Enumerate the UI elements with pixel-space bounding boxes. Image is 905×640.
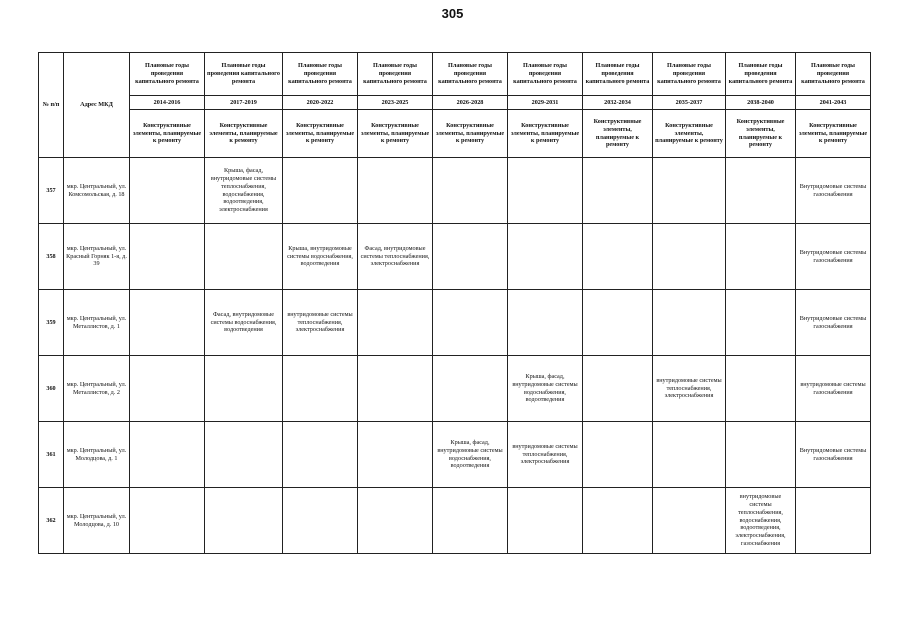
repair-cell: внутридомовые системы теплоснабжения, электроснабжения: [508, 422, 583, 488]
row-address: мкр. Центральный, ул. Комсомольская, д. 18: [64, 158, 130, 224]
repair-cell: [508, 158, 583, 224]
elements-header: Конструктивные элементы, планируемые к ремонту: [796, 110, 871, 158]
repair-cell: [358, 290, 433, 356]
repair-cell: [130, 158, 205, 224]
repair-cell: [583, 488, 653, 554]
repair-cell: [508, 224, 583, 290]
repair-cell: [283, 356, 358, 422]
period-header: Плановые годы проведения капитального ремонта: [726, 53, 796, 96]
repair-cell: [130, 488, 205, 554]
elements-header: Конструктивные элементы, планируемые к ремонту: [205, 110, 283, 158]
years-header: 2029-2031: [508, 96, 583, 110]
row-number: 358: [39, 224, 64, 290]
years-header: 2014-2016: [130, 96, 205, 110]
repair-cell: [433, 356, 508, 422]
elements-header: Конструктивные элементы, планируемые к ремонту: [130, 110, 205, 158]
row-address: мкр. Центральный, ул. Красный Горняк 1-я, д. 39: [64, 224, 130, 290]
repair-cell: [358, 422, 433, 488]
row-number: 357: [39, 158, 64, 224]
repair-cell: [130, 290, 205, 356]
repair-cell: [358, 158, 433, 224]
repair-cell: [130, 224, 205, 290]
page-number: 305: [441, 6, 464, 21]
repair-cell: [508, 488, 583, 554]
repair-cell: [283, 158, 358, 224]
period-header: Плановые годы проведения капитального ремонта: [205, 53, 283, 96]
repair-cell: [726, 290, 796, 356]
table-row: [39, 488, 871, 554]
period-header: Плановые годы проведения капитального ремонта: [433, 53, 508, 96]
table-row: [39, 422, 871, 488]
elements-header: Конструктивные элементы, планируемые к ремонту: [358, 110, 433, 158]
repair-cell: внутридомовые системы теплоснабжения, электроснабжения: [283, 290, 358, 356]
repair-cell: [205, 356, 283, 422]
years-header: 2038-2040: [726, 96, 796, 110]
repair-cell: [653, 224, 726, 290]
period-header: Плановые годы проведения капитального ремонта: [130, 53, 205, 96]
repair-cell: [726, 158, 796, 224]
repair-cell: [205, 224, 283, 290]
repair-cell: [653, 158, 726, 224]
repair-cell: Крыша, фасад, внутридомовые системы водоснабжения, водоотведения: [508, 356, 583, 422]
elements-header: Конструктивные элементы, планируемые к ремонту: [433, 110, 508, 158]
elements-header: Конструктивные элементы, планируемые к ремонту: [726, 110, 796, 158]
repair-cell: [653, 422, 726, 488]
repair-cell: Крыша, фасад, внутридомовые системы теплоснабжения, водоснабжения, водоотведения, электроснабжения: [205, 158, 283, 224]
repair-cell: [130, 356, 205, 422]
repair-cell: [583, 158, 653, 224]
repair-cell: Крыша, фасад, внутридомовые системы водоснабжения, водоотведения: [433, 422, 508, 488]
table-row: [39, 158, 871, 224]
repair-cell: [726, 422, 796, 488]
row-number: 360: [39, 356, 64, 422]
period-header: Плановые годы проведения капитального ремонта: [358, 53, 433, 96]
repair-cell: внутридомовые системы теплоснабжения, водоснабжения, водоотведения, электроснабжения, газоснабжения: [726, 488, 796, 554]
repair-cell: [726, 356, 796, 422]
repair-cell: [130, 422, 205, 488]
repair-cell: [358, 488, 433, 554]
years-header: 2017-2019: [205, 96, 283, 110]
row-number: 359: [39, 290, 64, 356]
repair-cell: [726, 224, 796, 290]
years-header: 2020-2022: [283, 96, 358, 110]
repair-cell: [433, 290, 508, 356]
elements-header: Конструктивные элементы, планируемые к ремонту: [583, 110, 653, 158]
repair-cell: [205, 422, 283, 488]
years-header: 2041-2043: [796, 96, 871, 110]
repair-cell: [508, 290, 583, 356]
years-header: 2023-2025: [358, 96, 433, 110]
repair-cell: Фасад, внутридомовые системы теплоснабжения, электроснабжения: [358, 224, 433, 290]
repair-cell: [283, 422, 358, 488]
table-row: [39, 224, 871, 290]
repair-cell: Внутридомовые системы газоснабжения: [796, 224, 871, 290]
years-header: 2032-2034: [583, 96, 653, 110]
address-header: Адрес МКД: [64, 53, 130, 158]
row-address: мкр. Центральный, ул. Молодцова, д. 10: [64, 488, 130, 554]
repair-cell: [583, 422, 653, 488]
row-address: мкр. Центральный, ул. Молодцова, д. 1: [64, 422, 130, 488]
repair-cell: Крыша, внутридомовые системы водоснабжения, водоотведения: [283, 224, 358, 290]
repair-cell: [205, 488, 283, 554]
repair-cell: [283, 488, 358, 554]
repair-cell: [583, 356, 653, 422]
repair-cell: Внутридомовые системы газоснабжения: [796, 422, 871, 488]
repair-cell: [433, 224, 508, 290]
period-header: Плановые годы проведения капитального ремонта: [283, 53, 358, 96]
row-number: 361: [39, 422, 64, 488]
repair-cell: Внутридомовые системы газоснабжения: [796, 290, 871, 356]
repair-cell: Фасад, внутридомовые системы водоснабжения, водоотведения: [205, 290, 283, 356]
elements-header: Конструктивные элементы, планируемые к ремонту: [283, 110, 358, 158]
repair-cell: [653, 290, 726, 356]
repair-cell: [796, 488, 871, 554]
table-row: [39, 290, 871, 356]
row-number: 362: [39, 488, 64, 554]
elements-header: Конструктивные элементы, планируемые к ремонту: [508, 110, 583, 158]
repair-cell: внутридомовые системы газоснабжения: [796, 356, 871, 422]
repair-cell: [583, 224, 653, 290]
repair-cell: [653, 488, 726, 554]
period-header: Плановые годы проведения капитального ремонта: [653, 53, 726, 96]
num-header: № п/п: [39, 53, 64, 158]
table-row: [39, 356, 871, 422]
repair-cell: [433, 158, 508, 224]
repair-cell: [358, 356, 433, 422]
repair-cell: внутридомовые системы теплоснабжения, электроснабжения: [653, 356, 726, 422]
elements-header: Конструктивные элементы, планируемые к ремонту: [653, 110, 726, 158]
repair-cell: Внутридомовые системы газоснабжения: [796, 158, 871, 224]
years-header: 2026-2028: [433, 96, 508, 110]
repair-cell: [583, 290, 653, 356]
years-header: 2035-2037: [653, 96, 726, 110]
row-address: мкр. Центральный, ул. Металлистов, д. 2: [64, 356, 130, 422]
period-header: Плановые годы проведения капитального ремонта: [508, 53, 583, 96]
period-header: Плановые годы проведения капитального ремонта: [583, 53, 653, 96]
row-address: мкр. Центральный, ул. Металлистов, д. 1: [64, 290, 130, 356]
repair-cell: [433, 488, 508, 554]
repair-plan-table: [38, 52, 871, 554]
period-header: Плановые годы проведения капитального ремонта: [796, 53, 871, 96]
